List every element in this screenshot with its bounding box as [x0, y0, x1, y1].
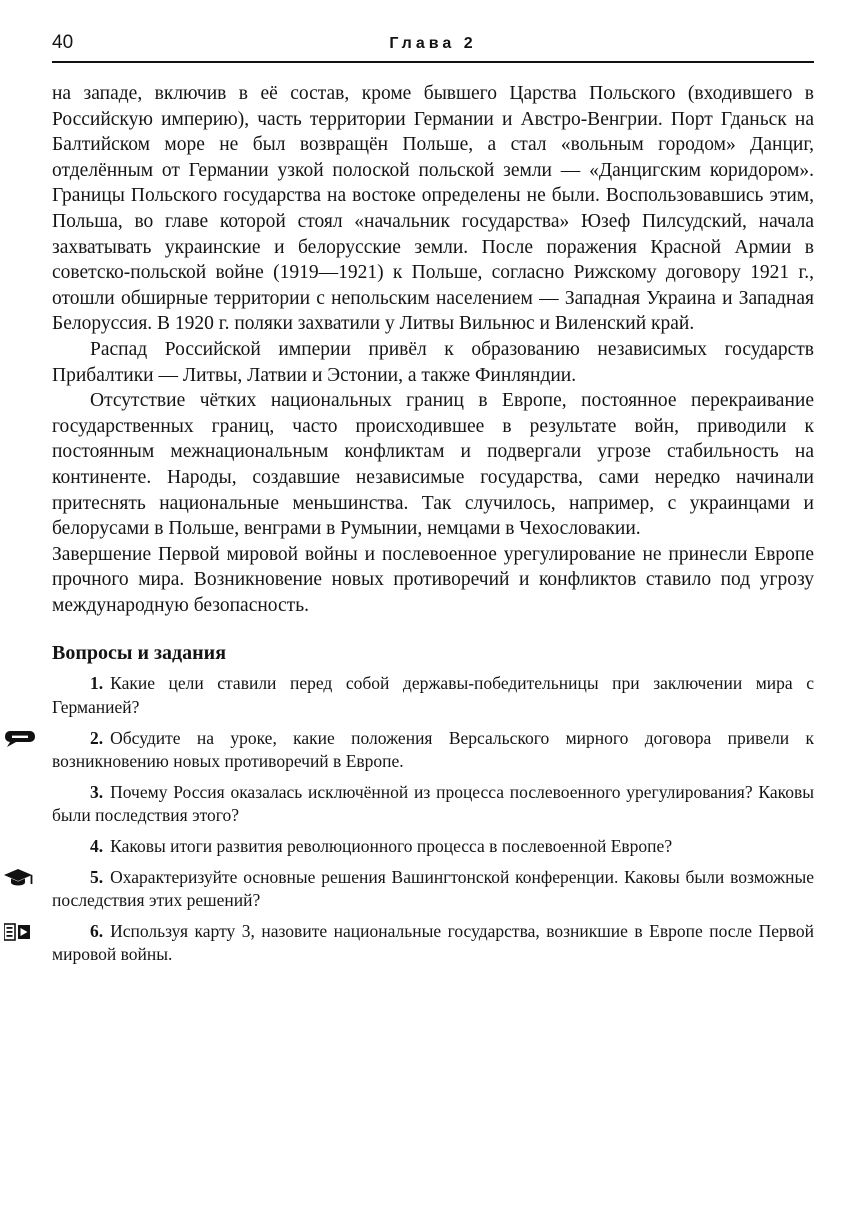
page-number: 40 — [52, 32, 74, 53]
question-text: Обсудите на уроке, какие положения Версальского мирного договора привели к возникновению новых противоречий в Европе. — [52, 727, 814, 772]
question-item — [52, 920, 814, 967]
question-item — [52, 727, 814, 774]
paragraph: на западе, включив в её состав, кроме бывшего Царства Польского (входившего в Российскую империю), часть территории Германии и Австро-Венгрии. Порт Гданьск на Балтийском море не был возвращён Польше, а стал «вольным городом» Данциг, отделённым от Германии узкой полоской польской земли — «Данцигским коридором». Границы Польского государства на востоке определены не были. Воспользовавшись этим, Польша, во главе которой стоял «начальник государства» Юзеф Пилсудский, начала захватывать украинские и белорусские земли. После поражения Красной Армии в советско-польской войне (1919—1921) к Польше, согласно Рижскому договору 1921 г., отошли обширные территории с непольским населением — Западная Украина и Западная Белоруссия. В 1920 г. поляки захватили у Литвы Вильнюс и Виленский край. — [52, 83, 814, 335]
question-item — [52, 672, 814, 719]
question-number: 3. — [90, 781, 104, 802]
summary-paragraph: Завершение Первой мировой войны и послевоенное урегулирование не принесли Европе прочного мира. Возникновение новых противоречий и конфликтов ставило под угрозу международную безопасность. — [52, 543, 814, 616]
question-text: Каковы итоги развития революционного процесса в послевоенной Европе? — [110, 836, 673, 857]
question-text: Какие цели ставили перед собой державы-победительницы при заключении мира с Германией? — [52, 673, 814, 718]
question-number: 5. — [90, 866, 104, 887]
question-text: Используя карту 3, назовите национальные государства, возникшие в Европе после Первой мировой войны. — [52, 920, 814, 965]
question-item — [52, 835, 814, 859]
speech-bubble-icon — [4, 730, 36, 748]
paragraph: Распад Российской империи привёл к образованию независимых государств Прибалтики — Литвы, Латвии и Эстонии, а также Финляндии. — [52, 338, 814, 386]
question-item — [52, 781, 814, 828]
graduation-cap-icon — [4, 869, 34, 888]
questions-heading: Вопросы и задания — [52, 642, 227, 665]
questions-list — [52, 672, 814, 967]
question-item — [52, 866, 814, 913]
question-number: 6. — [90, 920, 104, 941]
chapter-title: Глава 2 — [389, 35, 477, 52]
question-text: Почему Россия оказалась исключённой из процесса послевоенного урегулирования? Каковы были последствия этого? — [52, 781, 814, 826]
question-text: Охарактеризуйте основные решения Вашингтонской конференции. Каковы были возможные последствия этих решений? — [52, 866, 814, 911]
body-text — [52, 81, 814, 618]
question-number: 4. — [90, 836, 104, 857]
question-number: 2. — [90, 727, 104, 748]
question-number: 1. — [90, 673, 104, 694]
page-header — [52, 32, 814, 63]
map-book-icon — [4, 923, 32, 941]
paragraph: Отсутствие чётких национальных границ в Европе, постоянное перекраивание государственных границ, часто происходившее в результате войн, приводили к постоянным межнациональным конфликтам и подвергали угрозе стабильность на континенте. Народы, создавшие независимые государства, сами нередко начинали притеснять национальные меньшинства. Так случилось, например, с украинцами и белорусами в Польше, венграми в Румынии, немцами в Чехословакии. — [52, 390, 814, 540]
